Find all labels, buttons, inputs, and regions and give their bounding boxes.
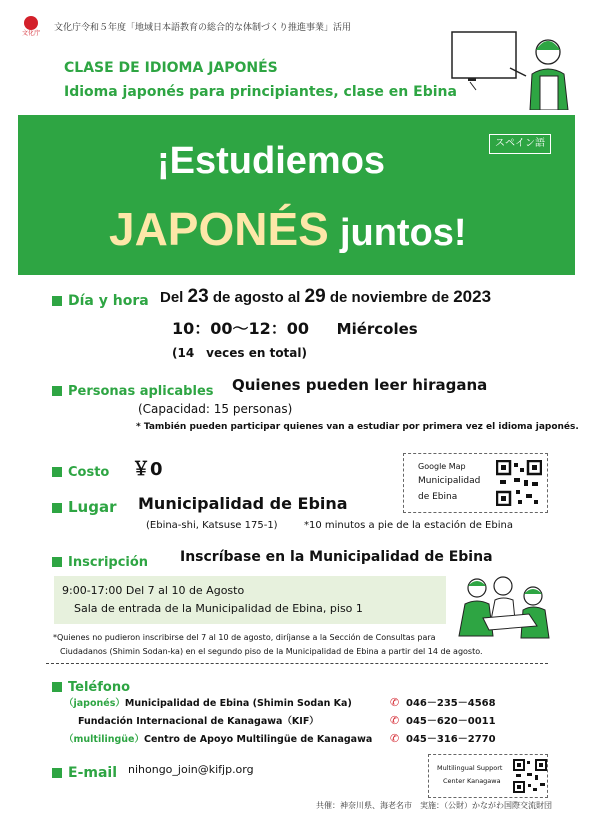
bullet-square bbox=[52, 503, 62, 513]
registration-box-line2: Sala de entrada de la Municipalidad de Ebina, piso 1 bbox=[74, 602, 363, 615]
map-line3: de Ebina bbox=[418, 492, 458, 502]
language-badge: スペイン語 bbox=[489, 134, 551, 154]
phone-label: Teléfono bbox=[52, 676, 130, 695]
registration-value: Inscríbase en la Municipalidad de Ebina bbox=[180, 549, 493, 565]
title-banner bbox=[18, 115, 575, 275]
audience-value: Quienes pueden leer hiragana bbox=[232, 376, 488, 394]
cost-label: Costo bbox=[52, 461, 109, 480]
audience-label: Personas aplicables bbox=[52, 380, 214, 399]
registration-box bbox=[54, 576, 446, 624]
time-range: 10：00～12：00 bbox=[172, 319, 310, 338]
phone-row-3-number: 045－316－2770 bbox=[406, 734, 496, 745]
venue-value: Municipalidad de Ebina bbox=[138, 494, 348, 513]
schedule-dates bbox=[160, 286, 491, 308]
course-title: CLASE DE IDIOMA JAPONÉS bbox=[64, 60, 278, 76]
banner-line2-rest: juntos! bbox=[339, 212, 467, 254]
map-line1: Google Map bbox=[418, 462, 466, 471]
bullet-square bbox=[52, 557, 62, 567]
bullet-square bbox=[52, 682, 62, 692]
phone-icon: ✆ bbox=[390, 732, 400, 745]
bullet-square bbox=[52, 296, 62, 306]
registration-label: Inscripción bbox=[52, 551, 148, 570]
date-start-rest: de agosto al bbox=[212, 289, 301, 306]
logo-text: 文化庁 bbox=[21, 30, 40, 37]
footer-organizers: 共催：神奈川県、海老名市 実施：（公財）かながわ国際交流財団 bbox=[316, 801, 552, 810]
phone-row-2-number-wrap[interactable] bbox=[390, 712, 496, 727]
audience-note: * También pueden participar quienes van a estudiar por primera vez el idioma japonés. bbox=[136, 422, 579, 432]
phone-row-3-name: Centro de Apoyo Multilingüe de Kanagawa bbox=[144, 734, 373, 745]
phone-row-3-tag: （multilingüe） bbox=[64, 734, 144, 745]
support-qr-code[interactable] bbox=[513, 759, 547, 793]
teacher-illustration bbox=[450, 24, 570, 110]
banner-line1: ¡Estudiemos bbox=[157, 140, 386, 182]
phone-row-3 bbox=[64, 731, 372, 745]
weekday: Miércoles bbox=[336, 320, 418, 338]
logo-mark bbox=[24, 16, 38, 30]
email-value[interactable]: nihongo_join@kifjp.org bbox=[128, 763, 254, 776]
sponsor-text: 文化庁令和５年度「地域日本語教育の総合的な体制づくり推進事業」活用 bbox=[54, 23, 352, 33]
schedule-count: (14 veces en total) bbox=[172, 346, 307, 360]
bullet-square bbox=[52, 768, 62, 778]
course-subtitle: Idioma japonés para principiantes, clase en Ebina bbox=[64, 84, 457, 100]
phone-icon: ✆ bbox=[390, 696, 400, 709]
support-box bbox=[428, 754, 548, 798]
map-box bbox=[403, 453, 548, 513]
bullet-square bbox=[52, 467, 62, 477]
phone-icon: ✆ bbox=[390, 714, 400, 727]
date-end-num: 29 bbox=[304, 286, 326, 307]
phone-row-1-tag: （japonés） bbox=[64, 698, 125, 709]
date-prefix: Del bbox=[160, 289, 184, 306]
venue-label: Lugar bbox=[52, 497, 117, 516]
logo bbox=[20, 16, 42, 42]
email-label: E-mail bbox=[52, 762, 117, 781]
support-box-line1: Multilingual Support bbox=[437, 764, 503, 772]
bullet-square bbox=[52, 386, 62, 396]
venue-note: *10 minutos a pie de la estación de Ebina bbox=[304, 520, 513, 531]
phone-row-1-number: 046－235－4568 bbox=[406, 698, 496, 709]
header bbox=[18, 14, 575, 112]
date-year: 2023 bbox=[453, 287, 492, 306]
phone-row-2-number: 045－620－0011 bbox=[406, 716, 496, 727]
schedule-label: Día y hora bbox=[52, 290, 149, 309]
map-qr-code[interactable] bbox=[496, 460, 542, 506]
map-line2: Municipalidad bbox=[418, 476, 481, 486]
banner-highlight: JAPONÉS bbox=[109, 203, 329, 255]
phone-row-1-number-wrap[interactable] bbox=[390, 694, 496, 709]
section-divider bbox=[46, 663, 548, 664]
phone-row-3-number-wrap[interactable] bbox=[390, 730, 496, 745]
phone-row-1 bbox=[64, 695, 352, 709]
registration-note-line1: *Quienes no pudieron inscribirse del 7 al 10 de agosto, diríjanse a la Sección de Consultas para bbox=[53, 633, 436, 642]
venue-address: (Ebina-shi, Katsuse 175-1) bbox=[146, 520, 278, 531]
registration-box-line1: 9:00-17:00 Del 7 al 10 de Agosto bbox=[62, 584, 245, 597]
support-box-line2: Center Kanagawa bbox=[443, 777, 501, 785]
banner-line2 bbox=[109, 202, 467, 256]
date-end-rest: de noviembre de bbox=[329, 289, 450, 306]
phone-row-1-name: Municipalidad de Ebina (Shimin Sodan Ka) bbox=[124, 698, 352, 709]
phone-row-2-name: Fundación Internacional de Kanagawa（KIF） bbox=[78, 716, 319, 727]
schedule-time bbox=[172, 316, 418, 339]
date-start-num: 23 bbox=[187, 286, 209, 307]
cost-value: ￥0 bbox=[132, 459, 163, 480]
registration-note-line2: Ciudadanos (Shimin Sodan-ka) en el segundo piso de la Municipalidad de Ebina a partir del 14 de agosto. bbox=[60, 647, 483, 656]
audience-capacity: (Capacidad: 15 personas) bbox=[138, 402, 293, 416]
study-group-illustration bbox=[455, 574, 555, 642]
